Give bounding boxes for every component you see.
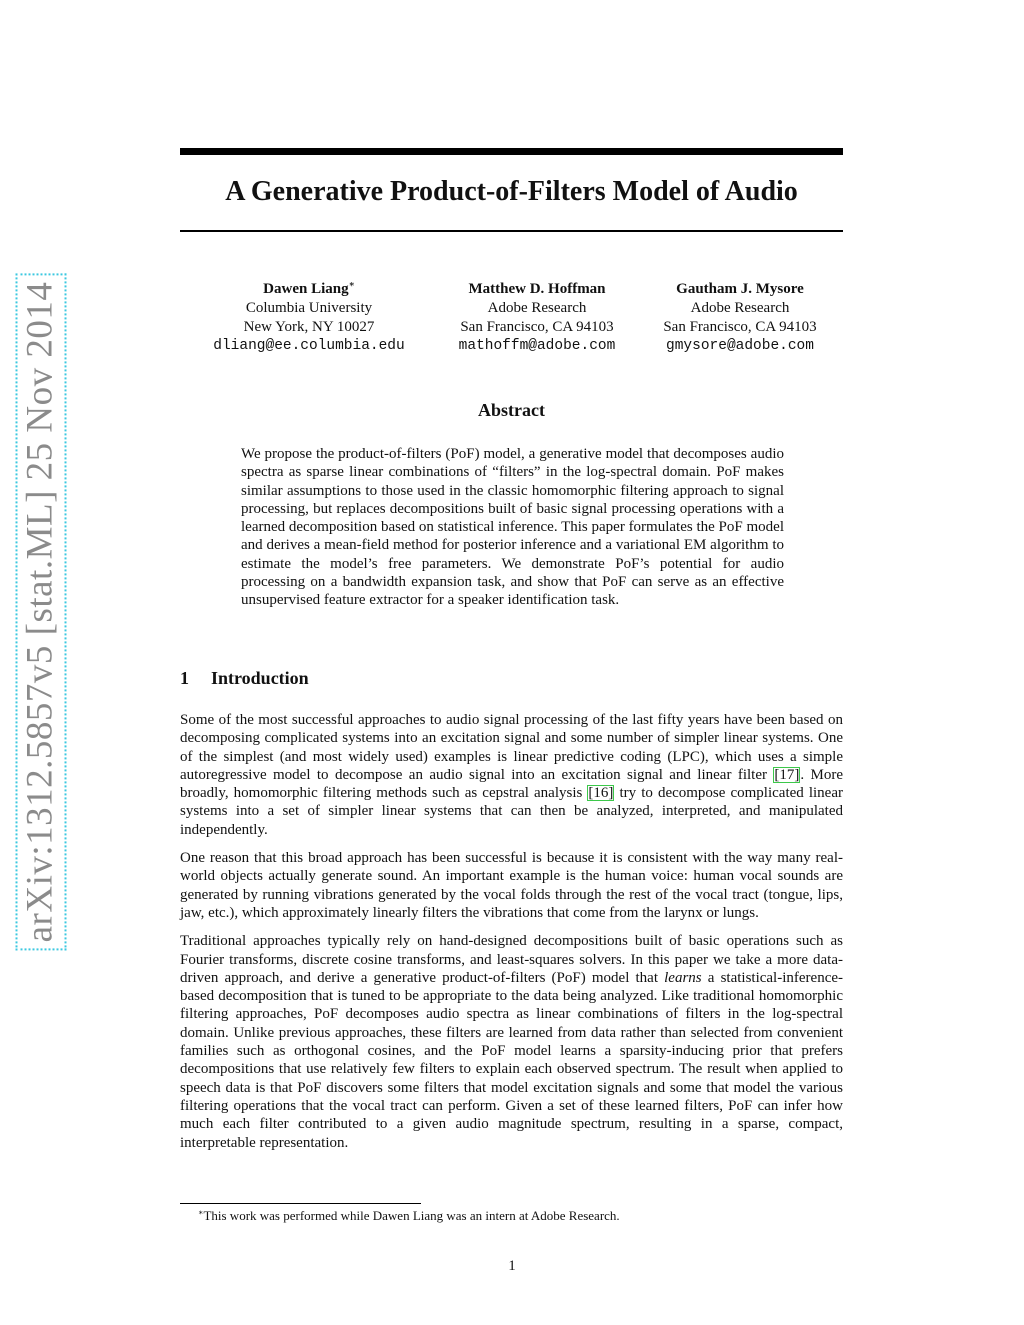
citation-link-17[interactable]: [17]: [774, 766, 800, 783]
author-block-3: [652, 280, 828, 356]
paragraph-3: Traditional approaches typically rely on hand-designed decompositions built of basic operations such as Fourier transforms, discrete cosine transforms, and least-squares solvers. In this paper we take a more data-driven approach, and derive a generative product-of-filters (PoF) model that learns a statistical-inference-based decomposition that is tuned to be appropriate to the data being analyzed. Like traditional homomorphic filtering approaches, PoF decomposes audio spectra as linear combinations of filters in the log-spectral domain. Unlike previous approaches, these filters are learned from data rather than selected from convenient families such as orthogonal cosines, and the PoF model learns a sparsity-inducing prior that prefers decompositions that use relatively few filters to explain each observed spectrum. The result when applied to speech data is that PoF discovers some filters that model excitation signals and some that model the various filtering operations that the vocal tract can perform. Given a set of these learned filters, PoF can infer how much each filter contributed to a given audio magnitude spectrum, resulting in a sparse, compact, interpretable representation.: [180, 933, 844, 1151]
author-block-1: [198, 280, 420, 356]
paragraph-2: One reason that this broad approach has been successful is because it is consistent with the way many real-world objects actually generate sound. An important example is the human voice: human vocal sounds are generated by running vibrations generated by the vocal folds through the rest of the vocal tract (tongue, lips, jaw, etc.), which approximately linearly filters the vibrations that come from the larynx or lungs.: [180, 850, 843, 921]
author-affiliation: Adobe Research: [690, 300, 790, 316]
author-location: San Francisco, CA 94103: [663, 319, 817, 335]
abstract-heading: Abstract: [478, 400, 545, 420]
footnote-mark: ∗: [348, 279, 355, 289]
section-number: 1: [180, 668, 189, 688]
citation-link-16[interactable]: [16]: [588, 785, 614, 802]
author-name: Gautham J. Mysore: [676, 281, 804, 297]
author-name: Dawen Liang∗: [263, 279, 355, 297]
footnote-text: This work was performed while Dawen Liang was an intern at Adobe Research.: [203, 1208, 620, 1223]
footnote: [198, 1208, 620, 1224]
emphasis-learns: learns: [664, 969, 702, 986]
author-affiliation: Adobe Research: [487, 300, 587, 316]
arxiv-identifier: arXiv:1312.5857v5 [stat.ML] 25 Nov 2014: [18, 276, 65, 949]
abstract-text: We propose the product-of-filters (PoF) model, a generative model that decomposes audio spectra as sparse linear combinations of “filters” in the log-spectral domain. PoF makes similar assumptions to those used in the classic homomorphic filtering approach to signal processing, but replaces decompositions built of basic signal processing operations with a learned decomposition based on statistical inference. This paper formulates the PoF model and derives a mean-field method for posterior inference and a variational EM algorithm to estimate the model’s free parameters. We demonstrate PoF’s potential for audio processing on a bandwidth expansion task, and show that PoF can serve as an effective unsupervised feature extractor for a speaker identification task.: [241, 446, 784, 609]
paragraph-1: Some of the most successful approaches to audio signal processing of the last fifty years have been based on decomposing complicated systems into an excitation signal and some number of simpler linear systems. One of the simplest (and most widely used) examples is linear predictive coding (LPC), which uses a simple autoregressive model to decompose an audio signal into an excitation signal and linear filter [17]. More broadly, homomorphic filtering methods such as cepstral analysis [16] try to decompose complicated linear systems into a set of simpler linear systems that can then be analyzed, interpreted, and manipulated independently.: [180, 712, 843, 838]
author-email: gmysore@adobe.com: [666, 338, 814, 354]
paper-title: A Generative Product-of-Filters Model of Audio: [225, 176, 798, 207]
title-bottom-rule: [180, 230, 843, 232]
footnote-rule: [180, 1203, 421, 1204]
author-block-2: [446, 280, 628, 356]
author-name: Matthew D. Hoffman: [468, 281, 606, 297]
section-title: Introduction: [211, 668, 309, 688]
author-location: San Francisco, CA 94103: [460, 319, 614, 335]
page-number: 1: [508, 1258, 516, 1274]
author-location: New York, NY 10027: [243, 319, 375, 335]
author-affiliation: Columbia University: [245, 300, 373, 316]
author-email: dliang@ee.columbia.edu: [213, 338, 405, 354]
footnote-mark: ∗: [198, 1208, 204, 1217]
introduction-body: [180, 711, 843, 1162]
section-heading-introduction: [180, 668, 309, 689]
author-email: mathoffm@adobe.com: [458, 338, 616, 354]
title-top-rule: [180, 148, 843, 155]
